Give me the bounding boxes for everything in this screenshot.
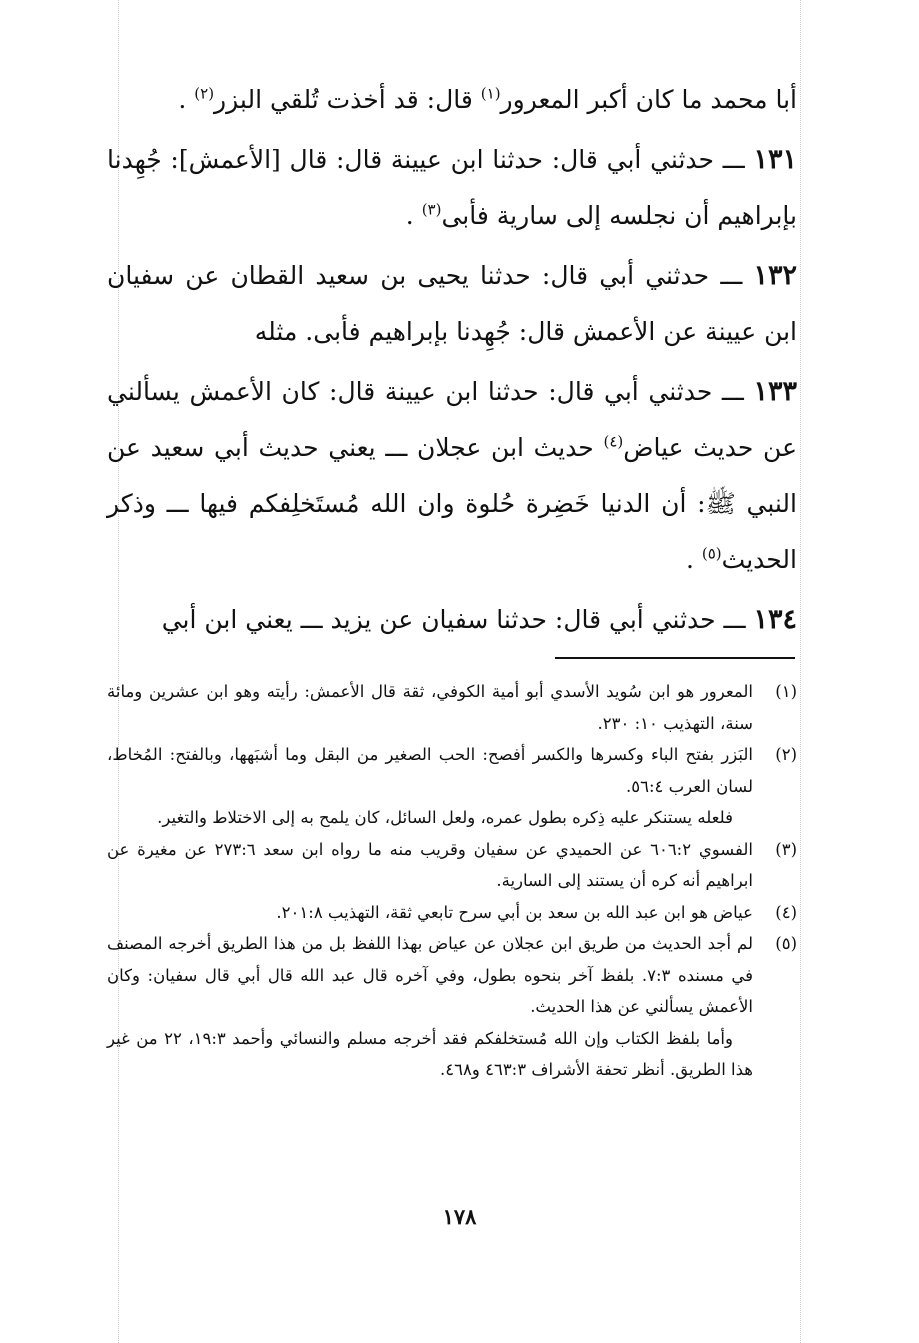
para-text: .: [405, 201, 422, 230]
footnotes: [107, 676, 797, 1086]
footnote-number: (٥): [775, 934, 797, 953]
para-text: قال: قد أخذت تُلقي البزر: [214, 85, 481, 114]
footnote-5: [107, 928, 797, 1023]
hadith-number: ١٣٣: [753, 376, 797, 407]
footnote-1: [107, 676, 797, 739]
footnote-number: (١): [775, 682, 797, 701]
footnote-number: (٢): [775, 745, 797, 764]
hadith-131: [107, 132, 797, 244]
footnote-number: (٤): [775, 902, 797, 922]
footnote-text: البَزر بفتح الباء وكسرها والكسر أفصح: الحب الصغير من البقل وما أشبَهها، وبالفتح: المُخاط، لسان العرب ٥٦:٤.: [107, 745, 753, 796]
para-text: أبا محمد ما كان أكبر المعرور: [500, 85, 797, 114]
footnote-text: الفسوي ٦٠٦:٢ عن الحميدي عن سفيان وقريب منه ما رواه ابن سعد ٢٧٣:٦ عن مغيرة عن ابراهيم أنه كره أن يستند إلى السارية.: [107, 839, 753, 890]
hadith-number: ١٣٤: [753, 604, 797, 635]
footnote-text: عياض هو ابن عبد الله بن سعد بن أبي سرح تابعي ثقة، التهذيب ٢٠١:٨.: [276, 902, 753, 922]
para-text: ـــ حدثني أبي قال: حدثنا ابن عيينة قال: كان الأعمش يسألني عن حديث عياض: [107, 377, 797, 462]
hadith-134: [107, 592, 797, 648]
para-text: ـــ حدثني أبي قال: حدثنا يحيى بن سعيد القطان عن سفيان ابن عيينة عن الأعمش قال: جُهِدنا بإبراهيم فأبى. مثله: [107, 261, 797, 346]
para-text: .: [685, 545, 702, 574]
footnote-ref[interactable]: (٤): [603, 432, 624, 451]
hadith-number: ١٣٢: [753, 260, 797, 291]
hadith-132: [107, 248, 797, 360]
footnote-ref[interactable]: (٢): [194, 84, 215, 103]
footnote-ref[interactable]: (١): [480, 84, 501, 103]
footnote-ref[interactable]: (٥): [701, 544, 722, 563]
footnote-number: (٣): [775, 839, 797, 859]
footnote-ref[interactable]: (٣): [421, 200, 442, 219]
footnote-text: لم أجد الحديث من طريق ابن عجلان عن عياض بهذا اللفظ بل من هذا الطريق أخرجه المصنف في مسنده ٧:٣. بلفظ آخر بنحوه بطول، وفي آخره قال عبد الله قال أبي قال سفيان: وكان الأعمش يسألني عن هذا الحديث.: [107, 934, 753, 1016]
para-text: حديث ابن عجلان ـــ يعني حديث أبي سعيد عن النبي ﷺ: أن الدنيا خَضِرة حُلوة وان الله مُستَخلِفكم فيها ـــ وذكر الحديث: [107, 433, 797, 574]
main-text: [107, 72, 797, 648]
footnote-separator: [555, 657, 795, 659]
paragraph-continuation: [107, 72, 797, 128]
hadith-number: ١٣١: [753, 144, 797, 175]
footnote-5-continuation: وأما بلفظ الكتاب وإن الله مُستخلفكم فقد أخرجه مسلم والنسائي وأحمد ١٩:٣، ٢٢ من غير هذا الطريق. أنظر تحفة الأشراف ٤٦٣:٣ و٤٦٨.: [107, 1028, 753, 1079]
page-number: ١٧٨: [442, 1204, 477, 1229]
footnote-3: [107, 834, 797, 897]
footnote-text: المعرور هو ابن سُويد الأسدي أبو أمية الكوفي، ثقة قال الأعمش: رأيته وهو ابن عشرين ومائة سنة، التهذيب ١٠: ٢٣٠.: [107, 682, 753, 733]
para-text: .: [178, 85, 195, 114]
footnote-4: [107, 897, 797, 929]
hadith-133: [107, 364, 797, 588]
para-text: ـــ حدثني أبي قال: حدثنا ابن عيينة قال: قال [الأعمش]: جُهِدنا بإبراهيم أن نجلسه إلى سارية فأبى: [107, 145, 797, 230]
footnote-2: [107, 739, 797, 802]
right-margin-guide: [800, 0, 801, 1343]
footnote-2-continuation: فلعله يستنكر عليه ذِكره بطول عمره، ولعل السائل، كان يلمح به إلى الاختلاط والتغير.: [157, 808, 733, 827]
para-text: ـــ حدثني أبي قال: حدثنا سفيان عن يزيد ـــ يعني ابن أبي: [161, 605, 754, 634]
